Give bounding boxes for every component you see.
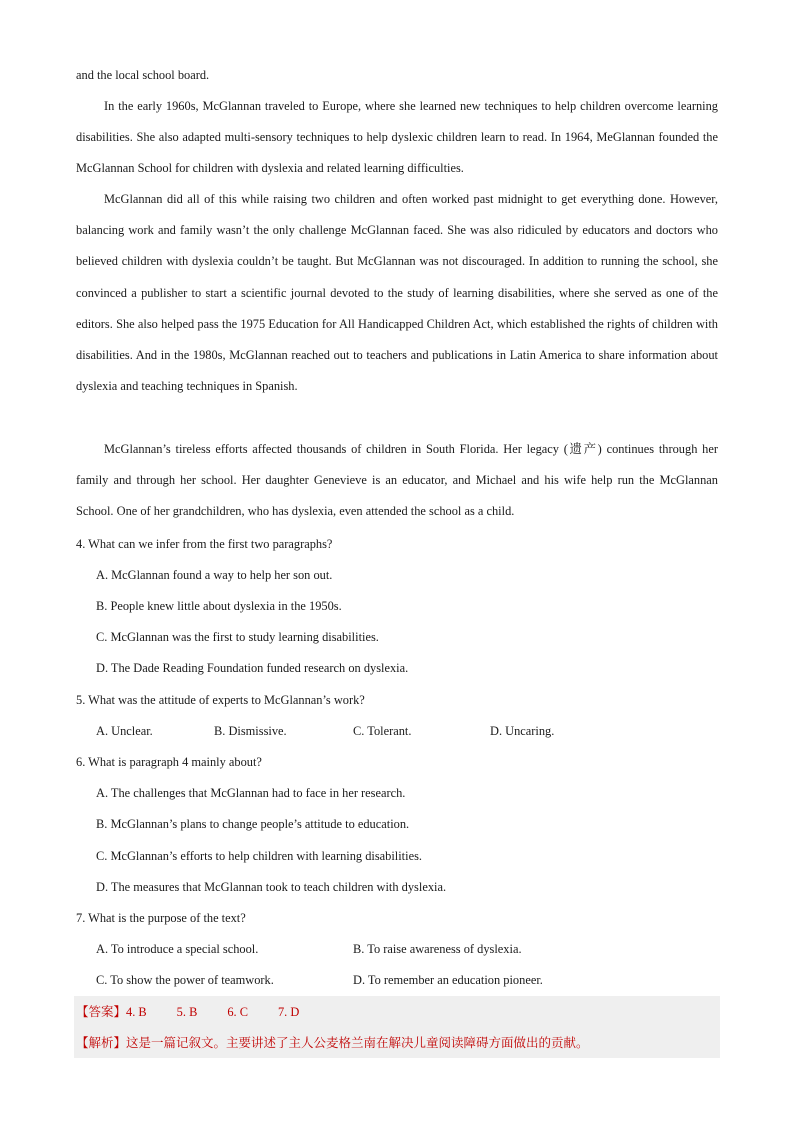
question-5-option-c: C. Tolerant. <box>353 724 412 738</box>
question-7-option-b: B. To raise awareness of dyslexia. <box>353 942 522 956</box>
question-7-stem: 7. What is the purpose of the text? <box>76 911 246 925</box>
question-6-option-d: D. The measures that McGlannan took to teach children with dyslexia. <box>96 880 447 894</box>
question-4-option-c: C. McGlannan was the first to study learning disabilities. <box>96 630 379 644</box>
question-7-option-a: A. To introduce a special school. <box>96 942 259 956</box>
answer-value-7: 7. D <box>277 1005 300 1019</box>
question-6-option-c: C. McGlannan’s efforts to help children with learning disabilities. <box>96 849 422 863</box>
passage-paragraph-4: McGlannan’s tireless efforts affected thousands of children in South Florida. Her legacy (遗产) continues through her family and through her school. Her daughter Genevieve is an educator, and Michael and his wife help run the McGlannan School. One of her grandchildren, who has dyslexia, even attended the school as a child. <box>76 442 718 519</box>
answer-value-5: 5. B <box>176 1005 198 1019</box>
answer-line <box>76 1002 299 1022</box>
question-4-option-b: B. People knew little about dyslexia in the 1950s. <box>96 599 342 613</box>
analysis-text: 这是一篇记叙文。主要讲述了主人公麦格兰南在解决儿童阅读障碍方面做出的贡献。 <box>126 1035 589 1050</box>
question-5-option-d: D. Uncaring. <box>490 724 555 738</box>
question-7-option-c: C. To show the power of teamwork. <box>96 973 274 987</box>
question-5-option-a: A. Unclear. <box>96 724 153 738</box>
passage-paragraph-2: In the early 1960s, McGlannan traveled to Europe, where she learned new techniques to help children overcome learning disabilities. She also adapted multi-sensory techniques to help dyslexic children learn to read. In 1964, MeGlannan founded the McGlannan School for children with dyslexia and related learning difficulties. <box>76 99 718 176</box>
question-6-option-a: A. The challenges that McGlannan had to face in her research. <box>96 786 406 800</box>
passage-paragraph-3: McGlannan did all of this while raising two children and often worked past midnight to get everything done. However, balancing work and family wasn’t the only challenge McGlannan faced. She was also ridiculed by educators and doctors who believed children with dyslexia couldn’t be taught. But McGlannan was not discouraged. In addition to running the school, she convinced a publisher to start a scientific journal devoted to the study of learning disabilities, where she served as one of the editors. She also helped pass the 1975 Education for All Handicapped Children Act, which established the rights of children with disabilities. And in the 1980s, McGlannan reached out to teachers and publications in Latin America to share information about dyslexia and teaching techniques in Spanish. <box>76 192 718 394</box>
question-5-option-b: B. Dismissive. <box>214 724 287 738</box>
question-4-option-a: A. McGlannan found a way to help her son out. <box>96 568 333 582</box>
question-4-stem: 4. What can we infer from the first two paragraphs? <box>76 537 333 551</box>
answer-value-6: 6. C <box>227 1005 248 1019</box>
answer-value-4: 4. B <box>126 1005 147 1019</box>
question-4-option-d: D. The Dade Reading Foundation funded research on dyslexia. <box>96 661 409 675</box>
analysis-line <box>76 1033 589 1053</box>
question-7-option-d: D. To remember an education pioneer. <box>353 973 543 987</box>
question-6-stem: 6. What is paragraph 4 mainly about? <box>76 755 262 769</box>
analysis-label: 【解析】 <box>76 1035 127 1050</box>
answer-label: 【答案】 <box>76 1004 127 1019</box>
question-5-stem: 5. What was the attitude of experts to McGlannan’s work? <box>76 693 365 707</box>
question-6-option-b: B. McGlannan’s plans to change people’s attitude to education. <box>96 817 410 831</box>
passage-paragraph-1-tail: and the local school board. <box>76 68 210 82</box>
